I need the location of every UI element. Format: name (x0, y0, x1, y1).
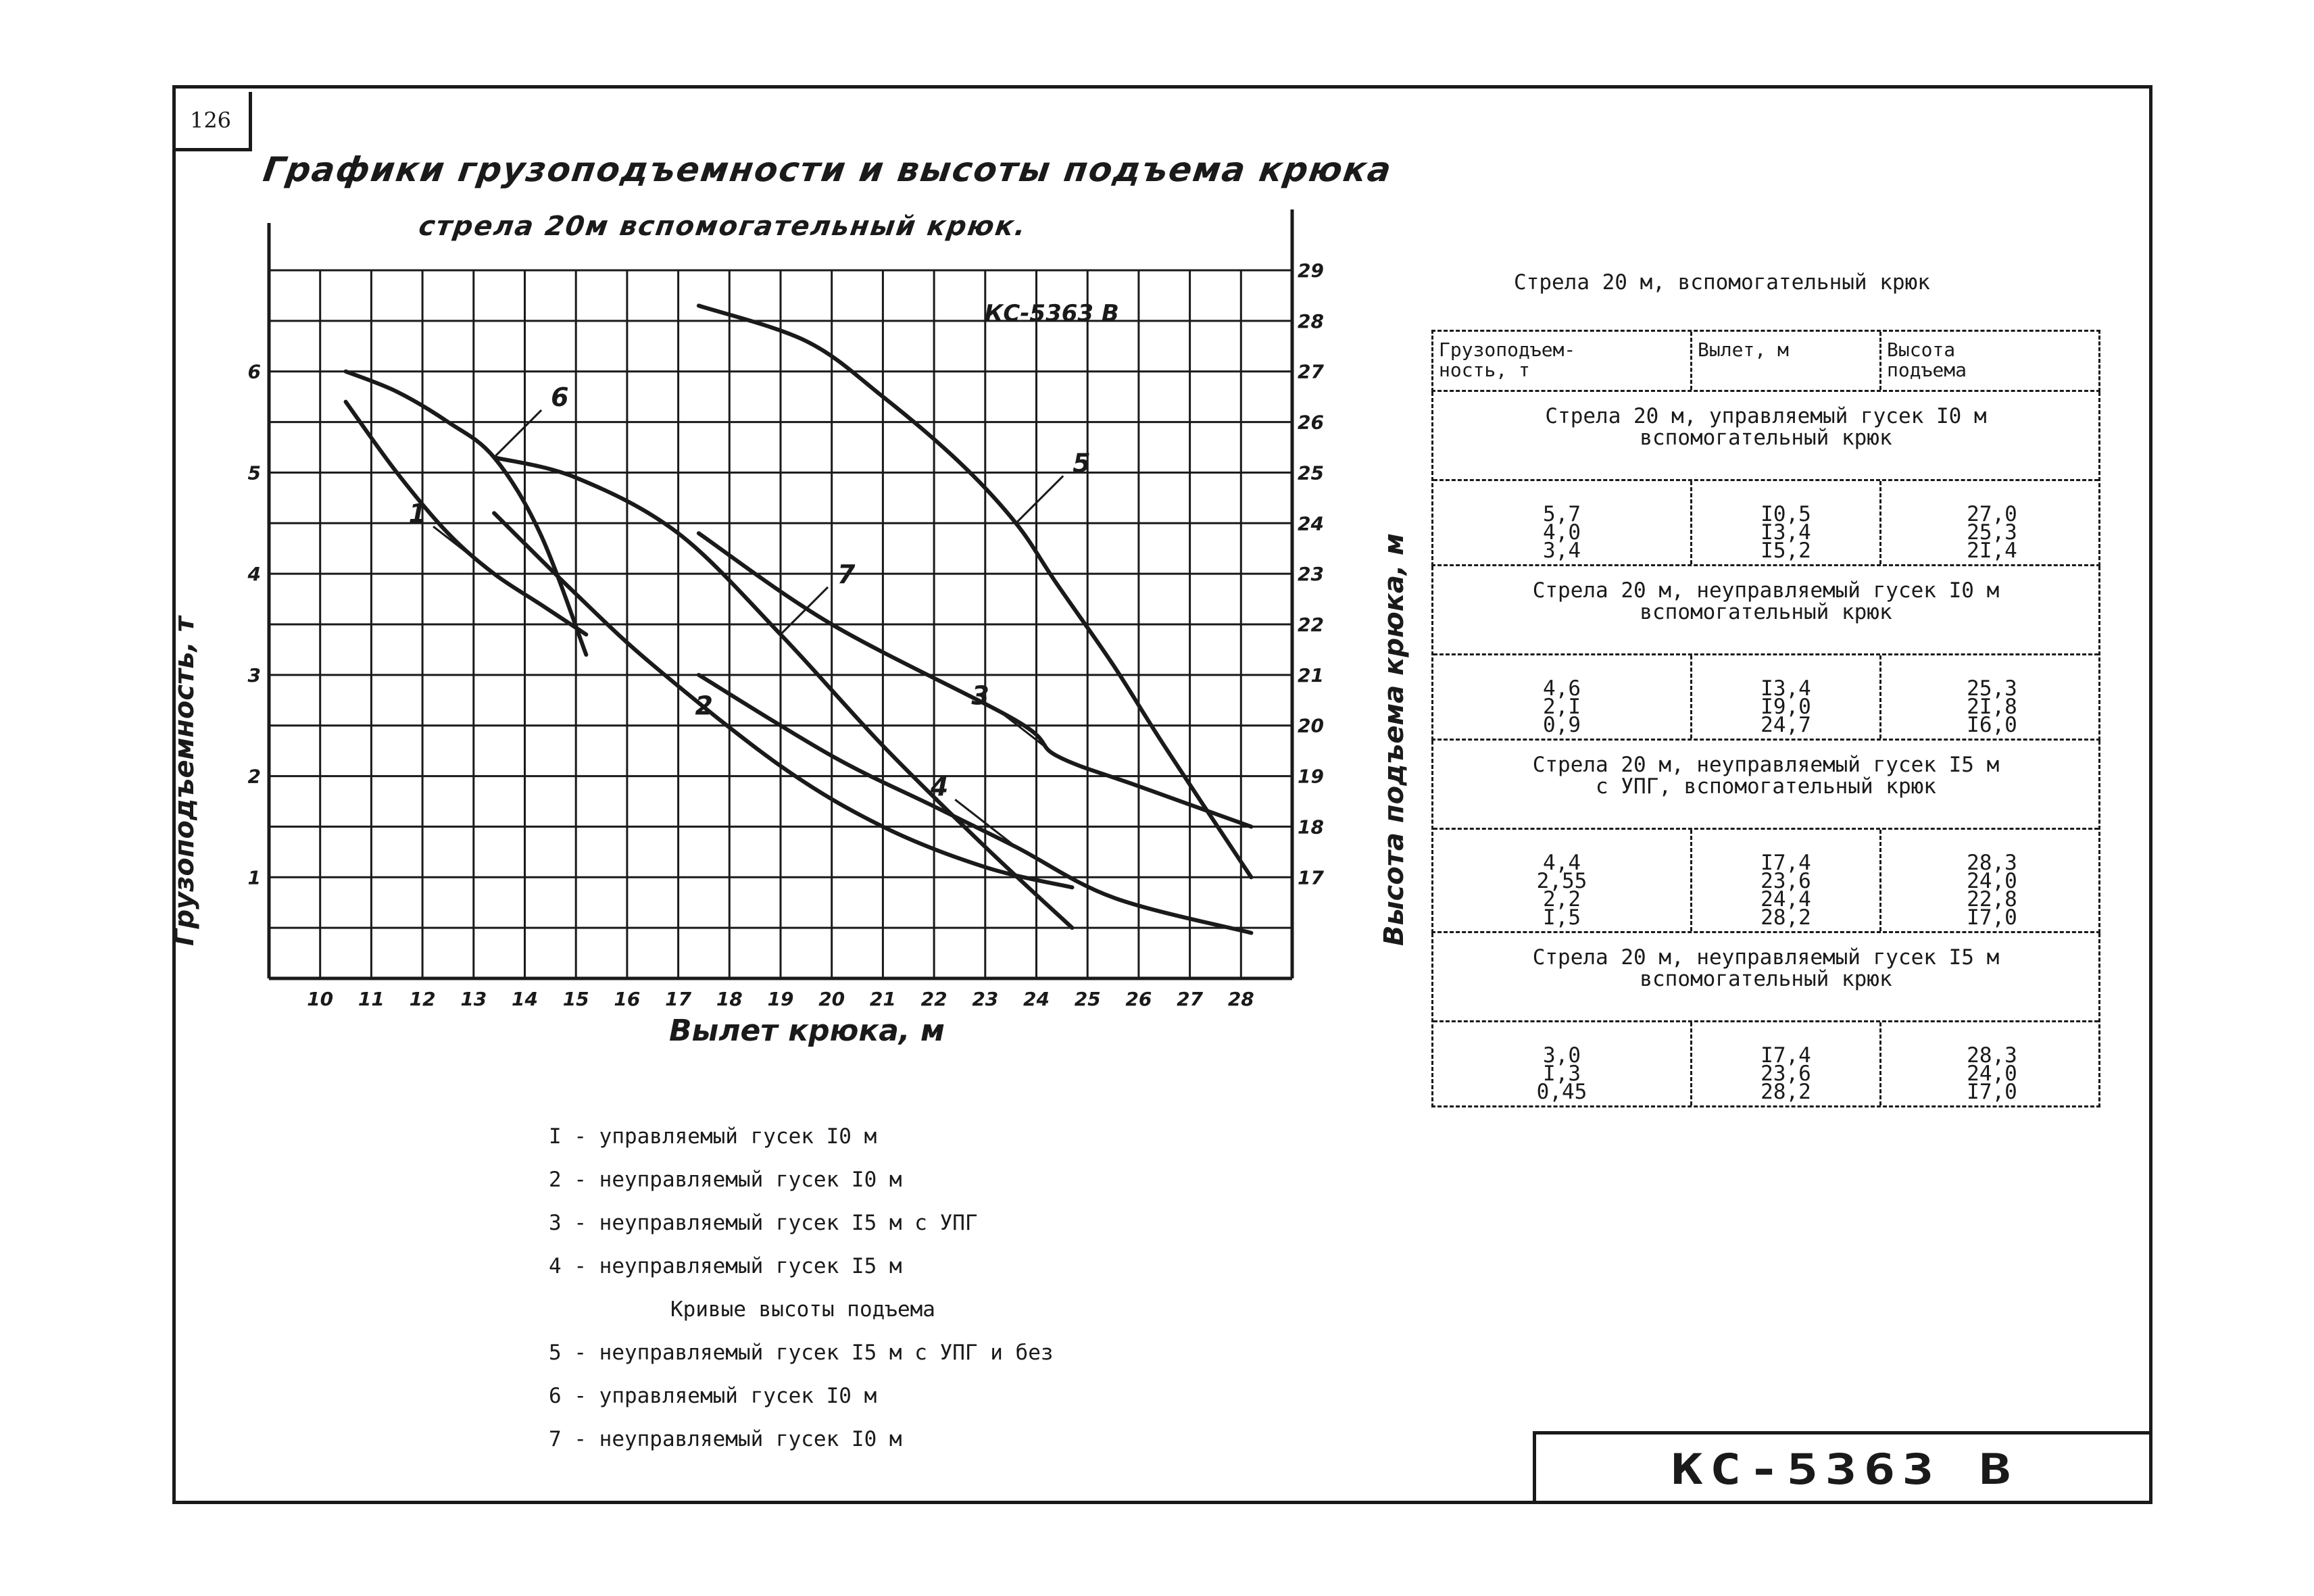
series-line-1 (346, 402, 587, 634)
table-section (1431, 392, 2100, 566)
x-tick-label: 22 (920, 988, 947, 1010)
table-section (1431, 741, 2100, 933)
cell-reach: I0,5 I3,4 I5,2 (1690, 481, 1879, 564)
header-reach: Вылет, м (1690, 332, 1879, 390)
y2-tick-label: 29 (1298, 259, 1324, 282)
x-tick-label: 19 (767, 988, 794, 1010)
cell-height: 27,0 25,3 2I,4 (1879, 481, 2102, 564)
x-tick-label: 18 (716, 988, 743, 1010)
table-row (1433, 481, 2098, 564)
x-tick-label: 17 (665, 988, 692, 1010)
cell-height: 28,3 24,0 22,8 I7,0 (1879, 830, 2102, 931)
table-header (1431, 330, 2100, 392)
y2-tick-label: 17 (1298, 866, 1324, 889)
x-tick-label: 14 (512, 988, 538, 1010)
section-title: Стрела 20 м, неуправляемый гусек I0 м вспомогательный крюк (1433, 566, 2098, 655)
cell-capacity: 4,4 2,55 2,2 I,5 (1536, 851, 1587, 930)
x-tick-label: 15 (562, 988, 589, 1010)
legend-item-6: 6 - управляемый гусек I0 м (549, 1384, 877, 1408)
series-label-2: 2 (695, 691, 713, 721)
x-axis-label: Вылет крюка, м (669, 1014, 945, 1048)
section-title: Стрела 20 м, неуправляемый гусек I5 м с УПГ, вспомогательный крюк (1433, 741, 2098, 830)
legend-heading-heights: Кривые высоты подъема (670, 1297, 935, 1322)
y-tick-label: 3 (247, 664, 261, 687)
table-row (1433, 1022, 2098, 1105)
cell-height: 28,3 24,0 I7,0 (1879, 1022, 2102, 1105)
cell-reach: I7,4 23,6 24,4 28,2 (1690, 830, 1879, 931)
series-leader-3 (996, 709, 1057, 756)
y2-tick-label: 20 (1298, 714, 1324, 737)
legend-item-1: I - управляемый гусек I0 м (549, 1124, 877, 1149)
y-tick-label: 6 (247, 360, 261, 383)
legend-item-2: 2 - неуправляемый гусек I0 м (549, 1168, 902, 1192)
header-height: Высота подъема (1879, 332, 2102, 390)
y2-tick-label: 21 (1298, 664, 1324, 687)
cell-reach: I7,4 23,6 28,2 (1690, 1022, 1879, 1105)
cell-reach: I3,4 I9,0 24,7 (1690, 655, 1879, 739)
y-tick-label: 1 (247, 866, 261, 889)
capacity-table (1431, 330, 2100, 1107)
series-label-7: 7 (837, 559, 856, 589)
x-tick-label: 16 (614, 988, 641, 1010)
y2-axis-label: Высота подъема крюка, м (1379, 533, 1410, 946)
y-tick-label: 5 (247, 462, 261, 484)
table-row (1433, 830, 2098, 931)
x-tick-label: 21 (869, 988, 896, 1010)
cell-height: 25,3 2I,8 I6,0 (1879, 655, 2102, 739)
chart-subtitle: стрела 20м вспомогательный крюк. (416, 211, 1029, 242)
x-tick-label: 11 (358, 988, 385, 1010)
table-caption: Стрела 20 м, вспомогательный крюк (1514, 270, 1930, 295)
legend-item-5: 5 - неуправляемый гусек I5 м с УПГ и без (549, 1341, 1054, 1365)
legend-item-3: 3 - неуправляемый гусек I5 м с УПГ (549, 1211, 978, 1235)
y2-tick-label: 27 (1298, 360, 1324, 383)
cell-capacity: 4,6 2,I 0,9 (1543, 676, 1581, 737)
series-leader-1 (433, 526, 494, 574)
series-line-4 (699, 675, 1252, 933)
series-label-4: 4 (930, 772, 949, 802)
y2-tick-label: 28 (1298, 309, 1324, 332)
legend-item-7: 7 - неуправляемый гусек I0 м (549, 1427, 902, 1451)
x-tick-label: 10 (307, 988, 334, 1010)
table-section (1431, 566, 2100, 741)
y-tick-label: 2 (247, 765, 261, 788)
table-section (1431, 933, 2100, 1107)
cell-capacity: 3,0 I,3 0,45 (1536, 1043, 1587, 1104)
x-tick-label: 13 (460, 988, 487, 1010)
x-tick-label: 12 (409, 988, 436, 1010)
y2-tick-label: 24 (1298, 512, 1324, 535)
series-leader-5 (1016, 476, 1063, 523)
section-title: Стрела 20 м, неуправляемый гусек I5 м вспомогательный крюк (1433, 933, 2098, 1022)
series-label-6: 6 (551, 382, 569, 412)
y2-tick-label: 26 (1298, 411, 1324, 434)
series-label-1: 1 (408, 499, 427, 529)
series-leader-6 (494, 410, 541, 457)
y2-tick-label: 19 (1298, 765, 1324, 788)
x-tick-label: 26 (1125, 988, 1152, 1010)
y2-tick-label: 22 (1298, 614, 1324, 636)
cell-capacity: 5,7 4,0 3,4 (1543, 502, 1581, 563)
x-tick-label: 25 (1074, 988, 1101, 1010)
y2-tick-label: 18 (1298, 816, 1324, 839)
x-tick-label: 27 (1177, 988, 1204, 1010)
chart-annotation: КС-5363 В (984, 299, 1119, 327)
x-tick-label: 20 (818, 988, 845, 1010)
x-tick-label: 23 (972, 988, 999, 1010)
series-line-3 (699, 533, 1252, 826)
x-tick-label: 28 (1227, 988, 1254, 1010)
section-title: Стрела 20 м, управляемый гусек I0 м вспомогательный крюк (1433, 392, 2098, 481)
header-capacity: Грузоподъем- ность, т (1439, 339, 1576, 381)
y2-tick-label: 25 (1298, 462, 1324, 484)
table-row (1433, 655, 2098, 739)
y2-tick-label: 23 (1298, 563, 1324, 586)
page-number: 126 (172, 92, 252, 151)
legend-item-4: 4 - неуправляемый гусек I5 м (549, 1254, 902, 1278)
model-stamp (1533, 1431, 2152, 1504)
model-stamp-text: КС-5363 В (1671, 1445, 2018, 1494)
y-tick-label: 4 (247, 563, 261, 586)
series-label-3: 3 (971, 680, 989, 711)
y-axis-label: Грузоподъемность, т (169, 616, 200, 946)
series-label-5: 5 (1073, 448, 1091, 478)
x-tick-label: 24 (1023, 988, 1050, 1010)
chart-title: Графики грузоподъемности и высоты подъема крюка (260, 150, 1395, 189)
legend (549, 1115, 1054, 1461)
